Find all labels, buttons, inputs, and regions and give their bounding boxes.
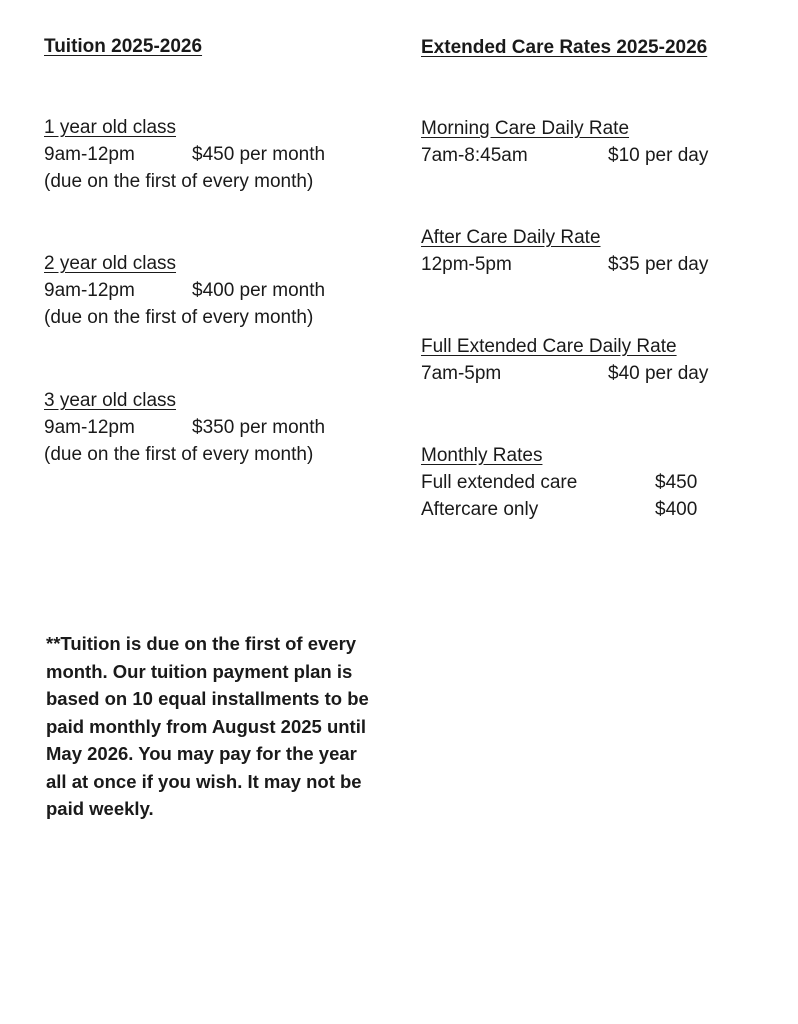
class-time: 9am-12pm — [44, 280, 135, 301]
class-price: $450 per month — [192, 144, 326, 165]
rate-name: Full Extended Care Daily Rate — [421, 336, 677, 357]
monthly-rate-price: $400 — [655, 499, 698, 520]
tuition-heading: Tuition 2025-2026 — [44, 36, 203, 57]
rate-price: $10 per day — [608, 145, 709, 166]
class-name: 2 year old class — [44, 253, 177, 274]
class-due-note: (due on the first of every month) — [44, 444, 314, 465]
monthly-rates-title: Monthly Rates — [421, 445, 543, 466]
rate-name: After Care Daily Rate — [421, 227, 601, 248]
rate-price: $35 per day — [608, 254, 709, 275]
class-price: $400 per month — [192, 280, 326, 301]
monthly-rate-price: $450 — [655, 472, 698, 493]
extended-care-heading: Extended Care Rates 2025-2026 — [421, 37, 708, 58]
monthly-rate-label: Full extended care — [421, 472, 578, 493]
rate-time: 7am-5pm — [421, 363, 502, 384]
class-time: 9am-12pm — [44, 144, 135, 165]
rate-name: Morning Care Daily Rate — [421, 118, 630, 139]
class-time: 9am-12pm — [44, 417, 135, 438]
rate-price: $40 per day — [608, 363, 709, 384]
class-name: 1 year old class — [44, 117, 177, 138]
class-price: $350 per month — [192, 417, 326, 438]
tuition-payment-note: **Tuition is due on the first of every month. Our tuition payment plan is based on 10 equal installments to be paid monthly from August 2025 until May 2026. You may pay for the year all at once if you wish. It may not be paid weekly. — [46, 633, 369, 819]
rate-time: 12pm-5pm — [421, 254, 512, 275]
rate-time: 7am-8:45am — [421, 145, 528, 166]
monthly-rate-label: Aftercare only — [421, 499, 539, 520]
class-due-note: (due on the first of every month) — [44, 171, 314, 192]
class-due-note: (due on the first of every month) — [44, 307, 314, 328]
class-name: 3 year old class — [44, 390, 177, 411]
